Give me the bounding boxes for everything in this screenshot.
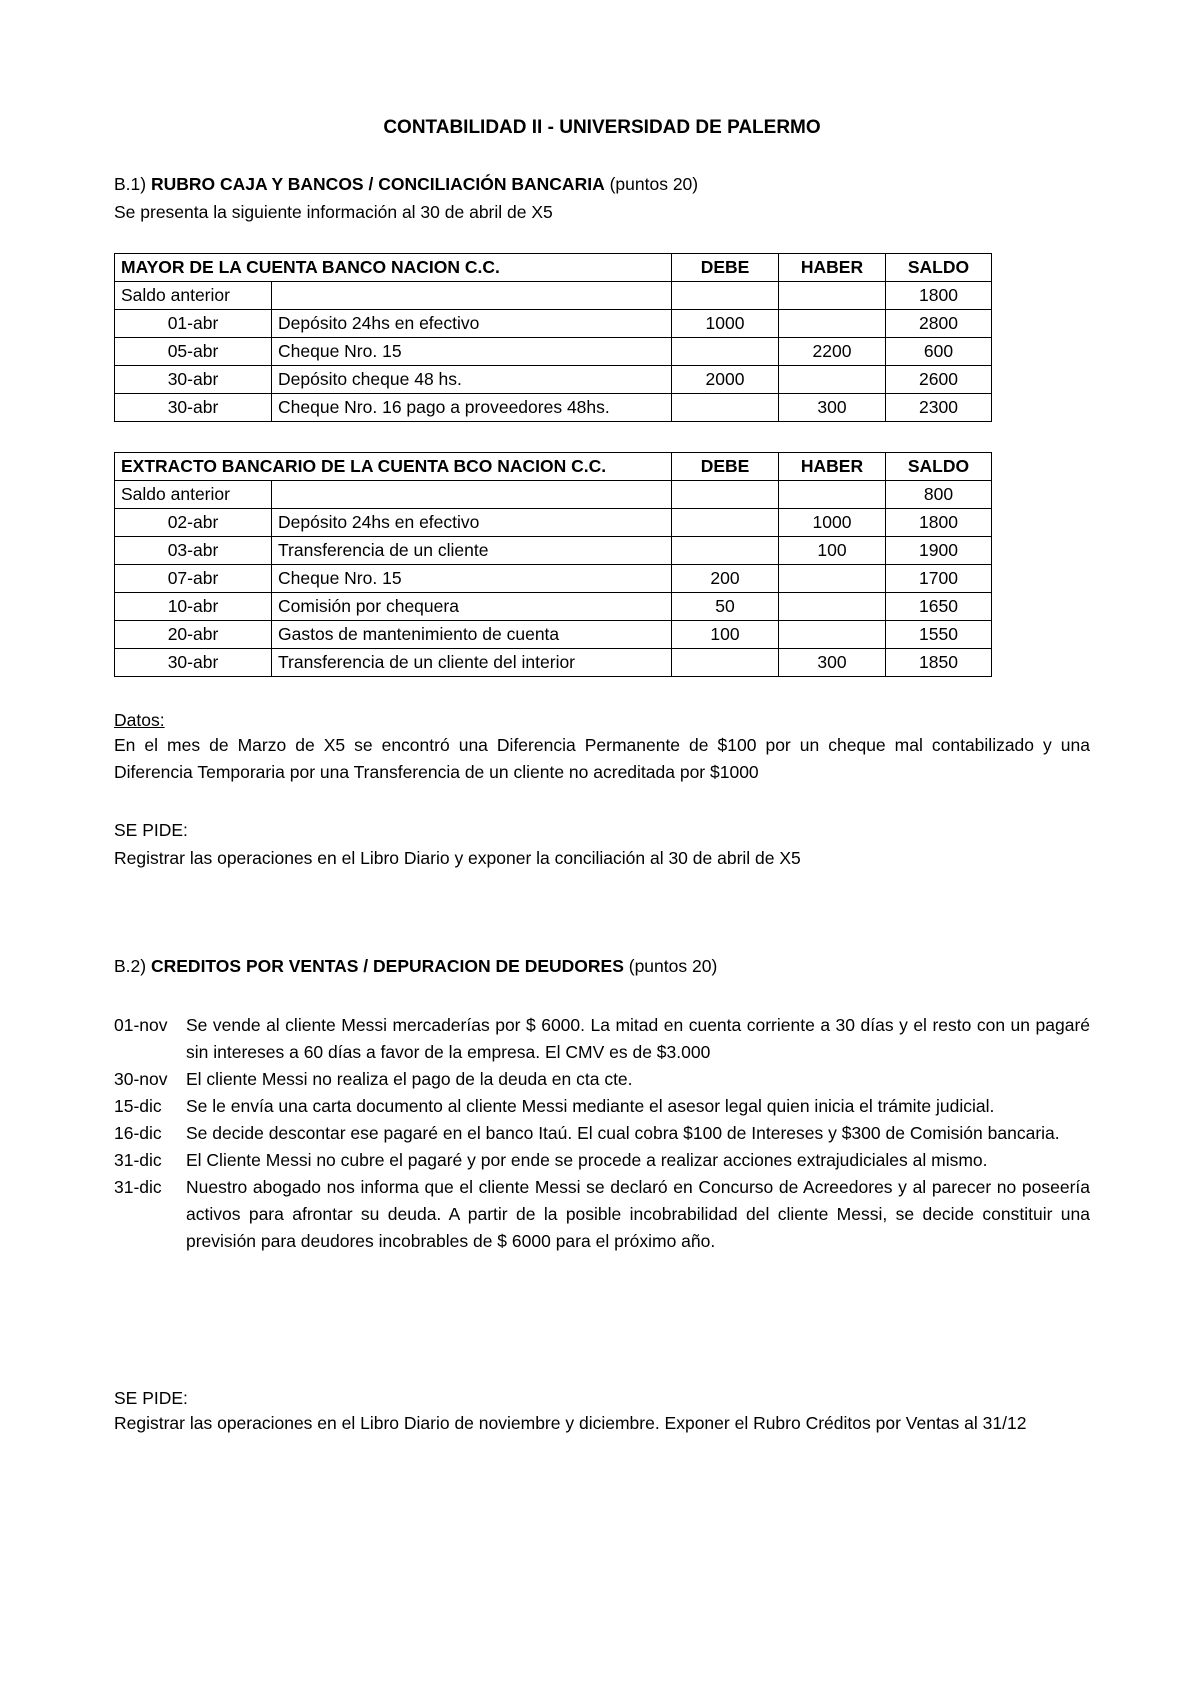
extracto-debe: 50 — [672, 593, 779, 621]
mayor-haber — [779, 366, 886, 394]
extracto-haber — [779, 481, 886, 509]
mayor-haber — [779, 310, 886, 338]
table-row — [115, 282, 992, 310]
datos-label: Datos: — [114, 710, 165, 730]
table-row — [115, 366, 992, 394]
mayor-concepto: Depósito 24hs en efectivo — [272, 310, 672, 338]
event-date: 30-nov — [114, 1069, 168, 1089]
extracto-fecha: Saldo anterior — [115, 481, 272, 509]
section-b2-points: (puntos 20) — [628, 956, 718, 976]
event-date: 31-dic — [114, 1150, 162, 1170]
b1-se-pide-label: SE PIDE: — [114, 820, 188, 840]
mayor-saldo: 2800 — [886, 310, 992, 338]
mayor-concepto: Cheque Nro. 15 — [272, 338, 672, 366]
mayor-header-saldo: SALDO — [886, 254, 992, 282]
extracto-concepto: Gastos de mantenimiento de cuenta — [272, 621, 672, 649]
extracto-saldo: 1650 — [886, 593, 992, 621]
event-date: 31-dic — [114, 1177, 162, 1197]
mayor-debe — [672, 394, 779, 422]
mayor-debe: 2000 — [672, 366, 779, 394]
extracto-header-row — [115, 453, 992, 481]
extracto-fecha: 02-abr — [115, 509, 272, 537]
mayor-saldo: 600 — [886, 338, 992, 366]
event-text: Se le envía una carta documento al cliente Messi mediante el asesor legal quien inicia el trámite judicial. — [186, 1096, 995, 1116]
mayor-saldo: 2300 — [886, 394, 992, 422]
b1-se-pide-text: Registrar las operaciones en el Libro Diario y exponer la conciliación al 30 de abril de X5 — [114, 848, 801, 868]
event-text: El cliente Messi no realiza el pago de la deuda en cta cte. — [186, 1069, 633, 1089]
list-item — [114, 1120, 1090, 1147]
datos-text: En el mes de Marzo de X5 se encontró una Diferencia Permanente de $100 por un cheque mal contabilizado y una Diferencia Temporaria por una Transferencia de un cliente no acreditada por $1000 — [114, 735, 1090, 782]
extracto-concepto: Transferencia de un cliente — [272, 537, 672, 565]
mayor-debe — [672, 282, 779, 310]
list-item — [114, 1012, 1090, 1066]
table-row — [115, 593, 992, 621]
mayor-haber: 300 — [779, 394, 886, 422]
mayor-debe: 1000 — [672, 310, 779, 338]
extracto-debe — [672, 537, 779, 565]
extracto-haber — [779, 593, 886, 621]
extracto-debe: 100 — [672, 621, 779, 649]
event-text: Nuestro abogado nos informa que el cliente Messi se declaró en Concurso de Acreedores y al parecer no poseería activos para afrontar su deuda. A partir de la posible incobrabilidad del cliente Messi, se decide constituir una previsión para deudores incobrables de $ 6000 para el próximo año. — [186, 1177, 1090, 1251]
mayor-fecha: 05-abr — [115, 338, 272, 366]
mayor-fecha: 30-abr — [115, 394, 272, 422]
event-date: 15-dic — [114, 1096, 162, 1116]
table-row — [115, 565, 992, 593]
mayor-haber — [779, 282, 886, 310]
event-text: Se decide descontar ese pagaré en el banco Itaú. El cual cobra $100 de Intereses y $300 de Comisión bancaria. — [186, 1123, 1060, 1143]
event-date: 01-nov — [114, 1015, 168, 1035]
mayor-saldo: 2600 — [886, 366, 992, 394]
extracto-saldo: 1700 — [886, 565, 992, 593]
extracto-concepto: Comisión por chequera — [272, 593, 672, 621]
extracto-saldo: 1850 — [886, 649, 992, 677]
extracto-header-saldo: SALDO — [886, 453, 992, 481]
extracto-fecha: 30-abr — [115, 649, 272, 677]
extracto-debe — [672, 509, 779, 537]
mayor-concepto — [272, 282, 672, 310]
mayor-header-debe: DEBE — [672, 254, 779, 282]
extracto-fecha: 07-abr — [115, 565, 272, 593]
mayor-saldo: 1800 — [886, 282, 992, 310]
page-title: CONTABILIDAD II - UNIVERSIDAD DE PALERMO — [383, 117, 821, 138]
list-item — [114, 1093, 1090, 1120]
event-date: 16-dic — [114, 1123, 162, 1143]
section-b1-points: (puntos 20) — [609, 174, 699, 194]
b2-se-pide-label: SE PIDE: — [114, 1388, 188, 1408]
table-row — [115, 394, 992, 422]
b2-events-list — [114, 1012, 1090, 1255]
extracto-fecha: 10-abr — [115, 593, 272, 621]
section-b1-title: RUBRO CAJA Y BANCOS / CONCILIACIÓN BANCARIA — [150, 174, 605, 194]
extracto-concepto: Cheque Nro. 15 — [272, 565, 672, 593]
mayor-header-haber: HABER — [779, 254, 886, 282]
extracto-saldo: 800 — [886, 481, 992, 509]
extracto-haber: 100 — [779, 537, 886, 565]
mayor-header-title: MAYOR DE LA CUENTA BANCO NACION C.C. — [115, 254, 672, 282]
extracto-saldo: 1800 — [886, 509, 992, 537]
mayor-concepto: Cheque Nro. 16 pago a proveedores 48hs. — [272, 394, 672, 422]
mayor-fecha: 30-abr — [115, 366, 272, 394]
mayor-concepto: Depósito cheque 48 hs. — [272, 366, 672, 394]
extracto-saldo: 1550 — [886, 621, 992, 649]
extracto-header-haber: HABER — [779, 453, 886, 481]
table-row — [115, 509, 992, 537]
list-item — [114, 1066, 1090, 1093]
table-row — [115, 537, 992, 565]
extracto-saldo: 1900 — [886, 537, 992, 565]
extracto-debe — [672, 649, 779, 677]
extracto-table — [114, 452, 992, 677]
extracto-concepto: Depósito 24hs en efectivo — [272, 509, 672, 537]
mayor-haber: 2200 — [779, 338, 886, 366]
table-row — [115, 310, 992, 338]
extracto-fecha: 20-abr — [115, 621, 272, 649]
section-b1-prefix: B.1) — [114, 174, 147, 194]
mayor-table — [114, 253, 992, 422]
extracto-debe: 200 — [672, 565, 779, 593]
event-text: Se vende al cliente Messi mercaderías por $ 6000. La mitad en cuenta corriente a 30 días y el resto con un pagaré sin intereses a 60 días a favor de la empresa. El CMV es de $3.000 — [186, 1015, 1090, 1062]
extracto-header-title: EXTRACTO BANCARIO DE LA CUENTA BCO NACION C.C. — [115, 453, 672, 481]
section-b1-heading — [114, 176, 698, 194]
mayor-header-row — [115, 254, 992, 282]
table-row — [115, 338, 992, 366]
section-b1-intro: Se presenta la siguiente información al 30 de abril de X5 — [114, 202, 553, 222]
mayor-fecha: 01-abr — [115, 310, 272, 338]
table-row — [115, 649, 992, 677]
mayor-fecha: Saldo anterior — [115, 282, 272, 310]
event-text: El Cliente Messi no cubre el pagaré y por ende se procede a realizar acciones extrajudiciales al mismo. — [186, 1150, 988, 1170]
table-row — [115, 621, 992, 649]
extracto-fecha: 03-abr — [115, 537, 272, 565]
extracto-concepto — [272, 481, 672, 509]
b2-se-pide-text: Registrar las operaciones en el Libro Diario de noviembre y diciembre. Exponer el Rubro Créditos por Ventas al 31/12 — [114, 1413, 1027, 1433]
list-item — [114, 1147, 1090, 1174]
list-item — [114, 1174, 1090, 1255]
extracto-debe — [672, 481, 779, 509]
extracto-header-debe: DEBE — [672, 453, 779, 481]
extracto-haber — [779, 621, 886, 649]
section-b2-prefix: B.2) — [114, 956, 147, 976]
mayor-debe — [672, 338, 779, 366]
extracto-concepto: Transferencia de un cliente del interior — [272, 649, 672, 677]
section-b2-heading — [114, 958, 717, 976]
extracto-haber: 1000 — [779, 509, 886, 537]
extracto-haber — [779, 565, 886, 593]
table-row — [115, 481, 992, 509]
extracto-haber: 300 — [779, 649, 886, 677]
section-b2-title: CREDITOS POR VENTAS / DEPURACION DE DEUDORES — [150, 956, 624, 976]
